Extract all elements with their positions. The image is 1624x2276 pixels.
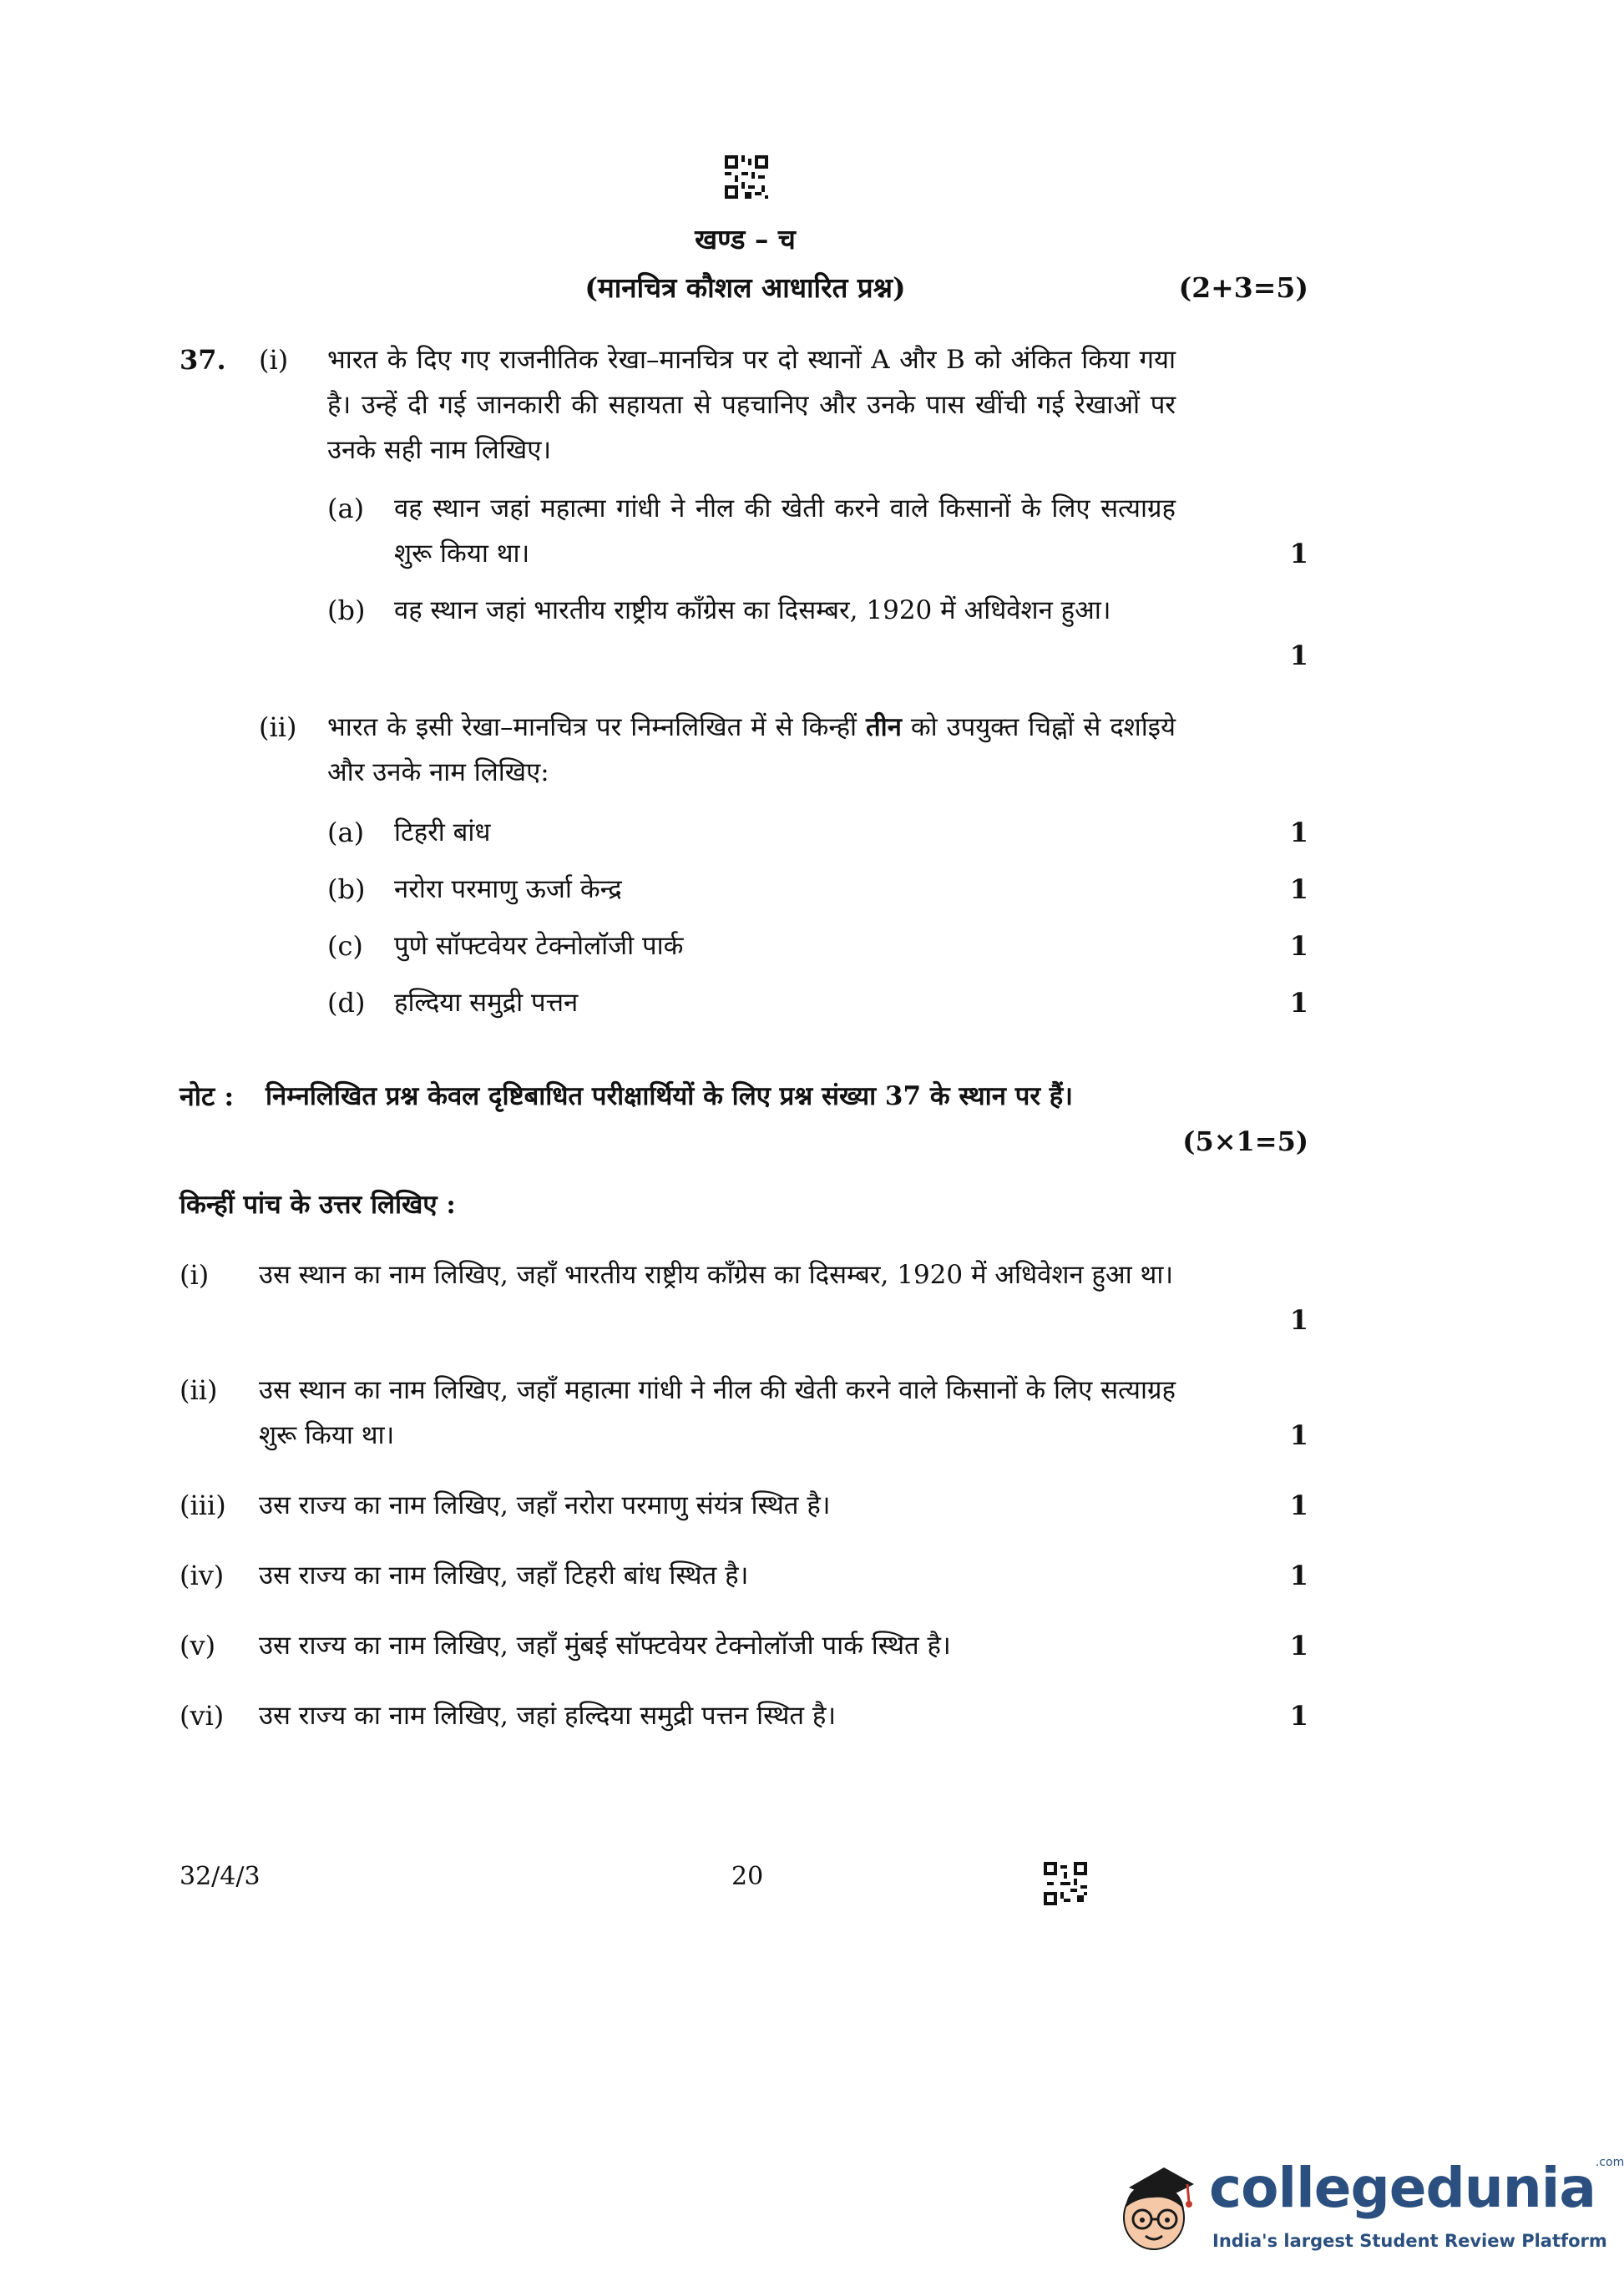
item-label: (b) bbox=[327, 594, 366, 626]
vi-question-mark: 1 bbox=[1289, 1630, 1308, 1661]
note-label: नोट : bbox=[180, 1080, 235, 1112]
item-mark: 1 bbox=[1289, 817, 1308, 848]
item-label: (d) bbox=[327, 987, 366, 1019]
item-mark: 1 bbox=[1289, 538, 1308, 569]
question-text: भारत के इसी रेखा–मानचित्र पर निम्नलिखित में से किन्हीं तीन को उपयुक्त चिह्नों से दर्शाइये और उनके नाम लिखिए: bbox=[327, 712, 1176, 787]
question-text: भारत के दिए गए राजनीतिक रेखा–मानचित्र पर दो स्थानों A और B को अंकित किया गया है। उन्हें दी गई जानकारी की सहायता से पहचानिए और उनके पास खींची गई रेखाओं पर उनके सही नाम लिखिए। bbox=[327, 345, 1176, 465]
section-subtitle: (मानचित्र कौशल आधारित प्रश्न) bbox=[584, 271, 906, 304]
vi-question-label: (vi) bbox=[180, 1700, 225, 1732]
qr-code-icon bbox=[725, 155, 768, 199]
note-text: निम्नलिखित प्रश्न केवल दृष्टिबाधित परीक्षार्थियों के लिए प्रश्न संख्या 37 के स्थान पर हैं। bbox=[266, 1081, 1073, 1111]
vi-question-label: (iv) bbox=[180, 1560, 225, 1591]
vi-question-text: उस राज्य का नाम लिखिए, जहाँ टिहरी बांध स्थित है। bbox=[259, 1560, 749, 1591]
vi-question-text: उस राज्य का नाम लिखिए, जहां हल्दिया समुद्री पत्तन स्थित है। bbox=[259, 1701, 837, 1731]
item-mark: 1 bbox=[1289, 640, 1308, 671]
item-text: टिहरी बांध bbox=[394, 817, 491, 847]
item-label: (b) bbox=[327, 873, 366, 905]
item-text: पुणे सॉफ्टवेयर टेक्नोलॉजी पार्क bbox=[394, 931, 684, 961]
vi-question-label: (iii) bbox=[180, 1490, 226, 1521]
vi-question-mark: 1 bbox=[1289, 1419, 1308, 1451]
vi-question-mark: 1 bbox=[1289, 1490, 1308, 1521]
item-text: वह स्थान जहां भारतीय राष्ट्रीय कॉंग्रेस का दिसम्बर, 1920 में अधिवेशन हुआ। bbox=[394, 595, 1111, 625]
brand-tagline: India's largest Student Review Platform bbox=[1212, 2231, 1607, 2251]
qr-code-icon bbox=[1044, 1862, 1087, 1905]
question-number: 37. bbox=[180, 344, 226, 376]
item-label: (a) bbox=[327, 817, 365, 848]
emphasis-word: तीन bbox=[866, 712, 902, 742]
page-number: 20 bbox=[731, 1862, 764, 1891]
vi-question-label: (v) bbox=[180, 1630, 216, 1661]
vi-question-text: उस स्थान का नाम लिखिए, जहाँ भारतीय राष्ट्रीय कॉंग्रेस का दिसम्बर, 1920 में अधिवेशन हुआ था। bbox=[259, 1260, 1174, 1290]
vi-question-text: उस राज्य का नाम लिखिए, जहाँ नरोरा परमाणु संयंत्र स्थित है। bbox=[259, 1490, 831, 1520]
vi-question-text: उस राज्य का नाम लिखिए, जहाँ मुंबई सॉफ्टवेयर टेक्नोलॉजी पार्क स्थित है। bbox=[259, 1631, 951, 1661]
vi-question-label: (i) bbox=[180, 1259, 210, 1291]
vi-question-mark: 1 bbox=[1289, 1700, 1308, 1732]
item-text: वह स्थान जहां महात्मा गांधी ने नील की खेती करने वाले किसानों के लिए सत्याग्रह शुरू किया था। bbox=[394, 493, 1176, 569]
brand-suffix: .com bbox=[1595, 2156, 1624, 2169]
part-label: (ii) bbox=[259, 711, 297, 743]
brand-name: collegedunia bbox=[1209, 2156, 1596, 2220]
paper-code: 32/4/3 bbox=[180, 1862, 261, 1891]
item-mark: 1 bbox=[1289, 987, 1308, 1019]
vi-question-text: उस स्थान का नाम लिखिए, जहाँ महात्मा गांधी ने नील की खेती करने वाले किसानों के लिए सत्याग्रह शुरू किया था। bbox=[259, 1375, 1176, 1450]
item-label: (c) bbox=[327, 930, 363, 962]
item-text: नरोरा परमाणु ऊर्जा केन्द्र bbox=[394, 874, 622, 904]
vi-question-mark: 1 bbox=[1289, 1304, 1308, 1336]
note-marks: (5×1=5) bbox=[1182, 1125, 1308, 1157]
brand-logo bbox=[1209, 2156, 1624, 2220]
section-title: खण्ड – च bbox=[695, 223, 796, 255]
section-marks: (2+3=5) bbox=[1178, 271, 1308, 304]
vi-question-mark: 1 bbox=[1289, 1560, 1308, 1591]
item-mark: 1 bbox=[1289, 930, 1308, 962]
mascot-logo-icon bbox=[1104, 2149, 1204, 2258]
item-label: (a) bbox=[327, 493, 365, 524]
part-label: (i) bbox=[259, 344, 289, 376]
item-mark: 1 bbox=[1289, 873, 1308, 905]
item-text: हल्दिया समुद्री पत्तन bbox=[394, 988, 579, 1018]
vi-question-label: (ii) bbox=[180, 1374, 218, 1406]
note-instruction: किन्हीं पांच के उत्तर लिखिए : bbox=[180, 1190, 456, 1220]
